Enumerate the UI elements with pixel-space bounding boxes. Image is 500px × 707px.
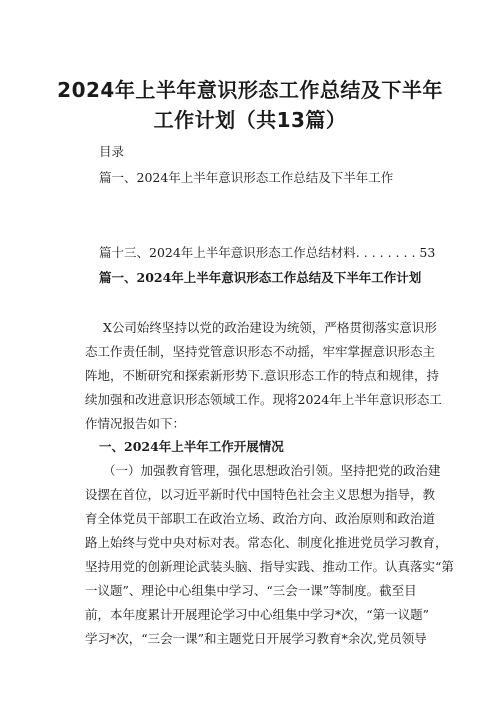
toc-heading: 目录 bbox=[99, 144, 125, 159]
paragraph-line: 态工作责任制，坚持党管意识形态不动摇，牢牢掌握意识形态主 bbox=[85, 344, 436, 359]
paragraph-line: 学习*次，“三会一课”和主题党日开展学习教育*余次,党员领导 bbox=[85, 631, 427, 646]
paragraph-line: 路上始终与党中央对标对表。常态化、制度化推进党员学习教育， bbox=[85, 535, 448, 550]
paragraph-line: 作情况报告如下： bbox=[85, 416, 186, 431]
paragraph-line: （一）加强教育管理，强化思想政治引领。坚持把党的政治建 bbox=[103, 463, 441, 478]
paragraph-line: 前，本年度累计开展理论学习中心组集中学习*次，“第一议题” bbox=[85, 607, 430, 622]
section-title: 篇一、2024年上半年意识形态工作总结及下半年工作计划 bbox=[99, 270, 422, 285]
doc-title-line1: 2024年上半年意识形态工作总结及下半年 bbox=[57, 78, 443, 102]
paragraph-line: X公司始终坚持以党的政治建设为统领，严格贯彻落实意识形 bbox=[103, 320, 437, 335]
intro-paragraph bbox=[85, 316, 442, 436]
paragraph-line: 阵地，不断研究和探索新形势下.意识形态工作的特点和规律，持 bbox=[85, 368, 439, 383]
body-paragraph bbox=[85, 459, 454, 651]
paragraph-line: 坚持用党的创新理论武装头脑、指导实践、推动工作。认真落实“第 bbox=[85, 559, 454, 574]
heading-level1: 一、2024年上半年工作开展情况 bbox=[99, 439, 284, 454]
paragraph-line: 育全体党员干部职工在政治立场、政治方向、政治原则和政治道 bbox=[85, 511, 436, 526]
paragraph-line: 续加强和改进意识形态领域工作。现将2024年上半年意识形态工 bbox=[85, 392, 442, 407]
toc-item[interactable]: 篇十三、2024年上半年意识形态工作总结材料. . . . . . . . 53 bbox=[99, 245, 436, 260]
paragraph-line: 设摆在首位，以习近平新时代中国特色社会主义思想为指导，教 bbox=[85, 487, 436, 502]
toc-item[interactable]: 篇一、2024年上半年意识形态工作总结及下半年工作 bbox=[99, 170, 394, 185]
paragraph-line: 一议题”、理论中心组集中学习、“三会一课”等制度。截至目 bbox=[85, 583, 417, 598]
doc-title-line2: 工作计划（共13篇） bbox=[153, 108, 347, 132]
